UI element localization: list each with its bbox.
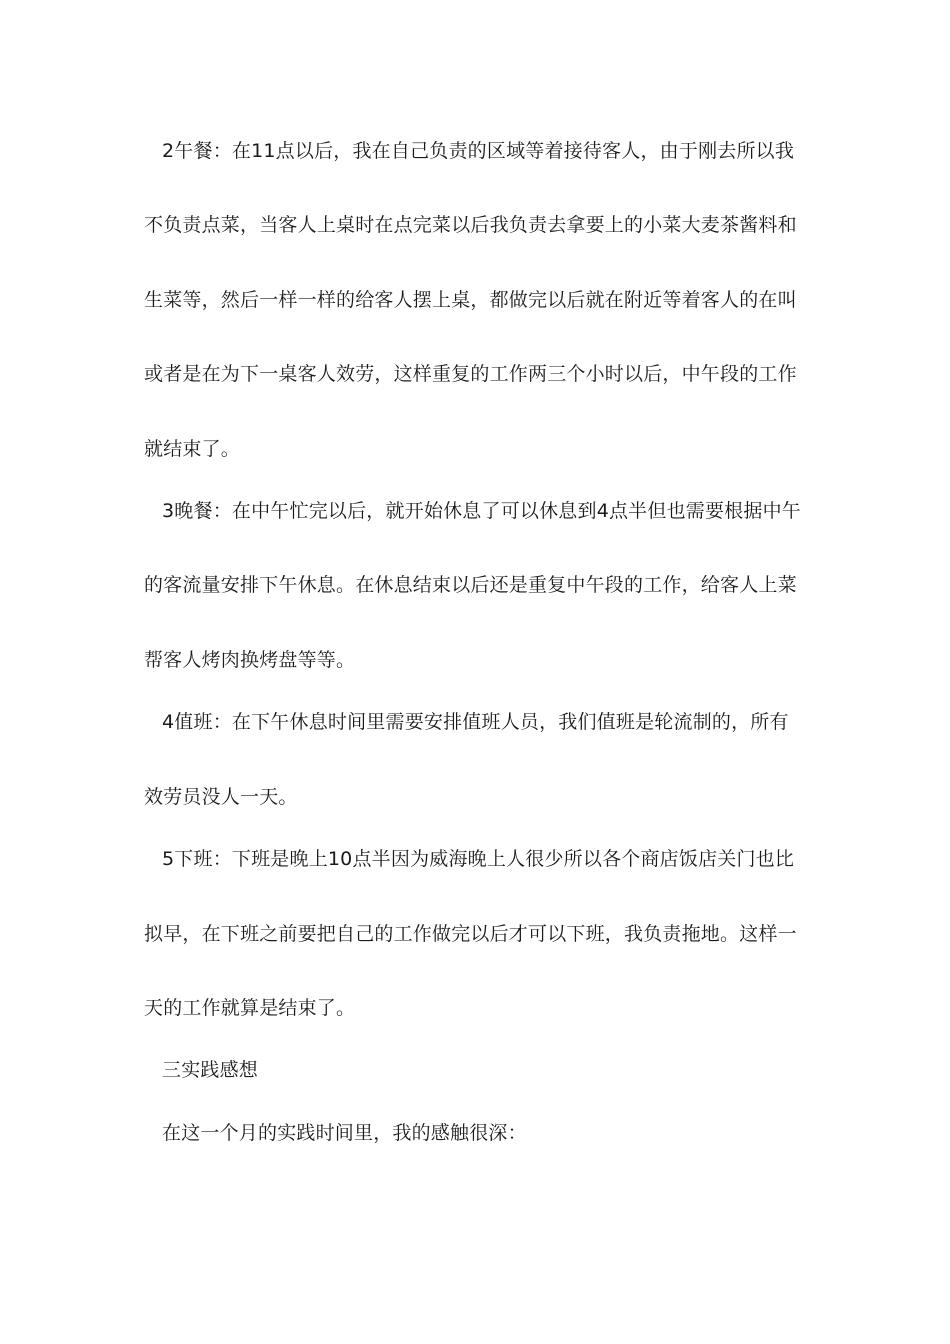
- paragraph-lunch-line-2: 不负责点菜，当客人上桌时在点完菜以后我负责去拿要上的小菜大麦茶酱料和: [144, 214, 797, 236]
- paragraph-lunch-line-3: 生菜等，然后一样一样的给客人摆上桌，都做完以后就在附近等着客人的在叫: [144, 289, 797, 311]
- paragraph-reflection-line-1: 在这一个月的实践时间里，我的感触很深：: [162, 1122, 527, 1144]
- paragraph-duty-line-2: 效劳员没人一天。: [144, 786, 298, 808]
- section-heading-reflection: 三实践感想: [162, 1059, 259, 1081]
- paragraph-dinner-line-1: 3晚餐：在中午忙完以后，就开始休息了可以休息到4点半但也需要根据中午: [162, 500, 801, 522]
- paragraph-lunch-line-4: 或者是在为下一桌客人效劳，这样重复的工作两三个小时以后，中午段的工作: [144, 363, 797, 385]
- paragraph-lunch-line-1: 2午餐：在11点以后，我在自己负责的区域等着接待客人，由于刚去所以我: [162, 140, 795, 162]
- paragraph-offwork-line-2: 拟早，在下班之前要把自己的工作做完以后才可以下班，我负责拖地。这样一: [144, 923, 797, 945]
- paragraph-dinner-line-3: 帮客人烤肉换烤盘等等。: [144, 649, 356, 671]
- paragraph-offwork-line-1: 5下班：下班是晚上10点半因为威海晚上人很少所以各个商店饭店关门也比: [162, 848, 795, 870]
- paragraph-lunch-line-5: 就结束了。: [144, 438, 241, 460]
- paragraph-offwork-line-3: 天的工作就算是结束了。: [144, 997, 356, 1019]
- paragraph-dinner-line-2: 的客流量安排下午休息。在休息结束以后还是重复中午段的工作，给客人上菜: [144, 574, 797, 596]
- paragraph-duty-line-1: 4值班：在下午休息时间里需要安排值班人员，我们值班是轮流制的，所有: [162, 711, 789, 733]
